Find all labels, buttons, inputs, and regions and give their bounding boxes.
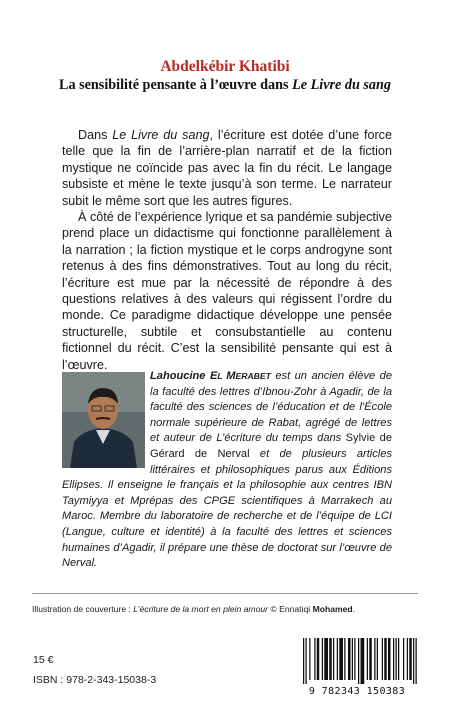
barcode-bar bbox=[374, 638, 375, 680]
barcode-bar bbox=[382, 638, 383, 680]
summary-p1-rest: , l’écriture est dotée d’une force telle que la fin de l’arrière-plan narratif et de la fiction mystique ne coïncide pas avec la fin du récit. Le langage subsiste et mène le texte jusqu’à son terme. Le narrateur subit le même sort que les autres figures. bbox=[62, 128, 392, 208]
barcode-bar bbox=[384, 638, 387, 680]
barcode-bar bbox=[361, 638, 365, 684]
barcode-bar bbox=[388, 638, 391, 680]
cover-credit: Illustration de couverture : L’écriture de la mort en plein amour © Ennatiqi Mohamed. bbox=[32, 604, 356, 614]
barcode-bar bbox=[398, 638, 399, 680]
barcode-bar bbox=[393, 638, 394, 680]
barcode-bar bbox=[333, 638, 334, 680]
bio-text-3: et de plusieurs articles littéraires et philosophiques parus aux Éditions Ellipses. Il enseigne le français et la philosophie aux centres IBN Taymiyya et Mprépas des CPGE scientifiques à Marrakech au Maroc. Membre du laboratoire de recherche et de l’équipe de LCI (Langue, culture et identité) à la faculté des lettres et sciences humaines d’Agadir, il prépare une thèse de doctorat sur l’œuvre de Nerval. bbox=[62, 447, 392, 570]
barcode-bar bbox=[407, 638, 408, 680]
bio-text-2: de Gérard de Nerval bbox=[150, 432, 392, 460]
barcode-bar bbox=[413, 638, 414, 684]
barcode-bar bbox=[352, 638, 353, 680]
barcode-bars bbox=[295, 638, 419, 686]
divider-line bbox=[32, 593, 418, 594]
barcode-bar bbox=[416, 638, 417, 684]
barcode-bar bbox=[303, 638, 304, 684]
barcode-bar bbox=[329, 638, 332, 680]
barcode-bar bbox=[306, 638, 307, 684]
barcode-bar bbox=[314, 638, 315, 680]
barcode-bar bbox=[403, 638, 404, 680]
barcode-bar bbox=[324, 638, 328, 680]
price: 15 € bbox=[33, 654, 54, 666]
photo-spacer bbox=[62, 369, 150, 475]
summary-text bbox=[62, 127, 392, 373]
credit-artist: Mohamed bbox=[312, 604, 353, 614]
barcode-bar bbox=[354, 638, 355, 680]
summary-p1-start: Dans bbox=[78, 128, 113, 142]
barcode-bar bbox=[358, 638, 359, 684]
bio-text-1: est un ancien élève de la faculté des lettres d’Ibnou-Zohr à Agadir, de la faculté des sciences de l’éducation et de l’École normale supérieure de Rabat, agrégé de lettres et auteur de L’écriture du temps dans bbox=[150, 370, 392, 445]
author-bio bbox=[62, 369, 392, 572]
barcode-bar bbox=[317, 638, 320, 680]
barcode-bar bbox=[377, 638, 378, 680]
isbn: ISBN : 978-2-343-15038-3 bbox=[33, 674, 157, 686]
barcode-bar bbox=[396, 638, 397, 680]
barcode-bar bbox=[339, 638, 343, 680]
credit-artwork: L’écriture de la mort en plein amour bbox=[133, 604, 268, 614]
summary-paragraph-1 bbox=[62, 127, 392, 209]
summary-p1-book: Le Livre du sang bbox=[112, 128, 210, 142]
barcode-bar bbox=[337, 638, 338, 680]
barcode-bar bbox=[322, 638, 323, 680]
barcode-bar bbox=[309, 638, 310, 680]
bio-name: Lahoucine EL MERABET bbox=[150, 370, 271, 382]
title-prefix: La sensibilité pensante à l’œuvre dans bbox=[59, 77, 293, 93]
bio-work-title: Sylvie bbox=[345, 432, 376, 445]
barcode-bar bbox=[409, 638, 412, 680]
barcode-bar bbox=[344, 638, 345, 680]
book-title bbox=[0, 77, 450, 94]
title-book: Le Livre du sang bbox=[292, 77, 391, 93]
barcode-bar bbox=[369, 638, 372, 680]
barcode-bar bbox=[348, 638, 351, 680]
summary-paragraph-2: À côté de l’expérience lyrique et sa pandémie subjective prend place un didactisme qui fonctionne parallèlement à la narration ; la fiction mystique et le corps androgyne sont retenus à des fins démonstratives. Tout au long du récit, l’écriture est mue par la nécessité de répondre à des questions relatives à des valeurs qui régissent l’ordre du monde. Ce paradigme didactique développe une pensée structurelle, subtile et consubstantielle au contenu fictionnel du récit. C’est la sensibilité pensante qui est à l’œuvre. bbox=[62, 210, 392, 372]
author-name: Abdelkébir Khatibi bbox=[160, 58, 290, 75]
barcode-digits: 9 782343 150383 bbox=[308, 686, 406, 697]
barcode-bar bbox=[367, 638, 368, 680]
barcode bbox=[295, 638, 419, 698]
